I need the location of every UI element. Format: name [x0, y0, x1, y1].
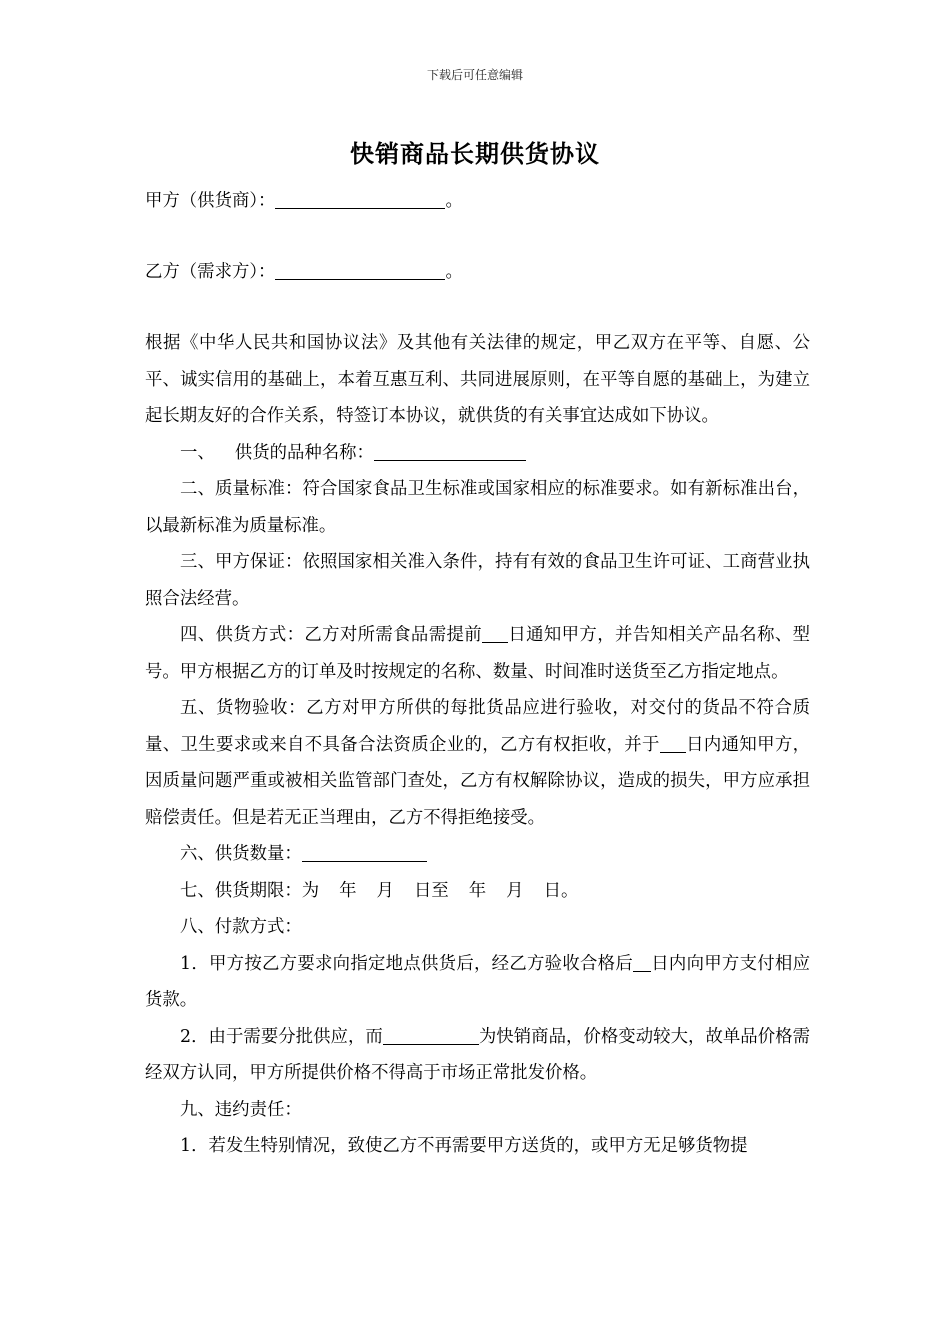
party-a-line [145, 183, 810, 220]
party-b-blank [275, 261, 445, 280]
clause-8-item-2 [145, 1019, 810, 1092]
end-year-label: 年 [468, 880, 487, 901]
clause-1-text: 供货的品种名称： [234, 442, 374, 463]
inspection-days-blank [660, 734, 686, 753]
clause-6-text: 六、供货数量： [180, 844, 302, 864]
start-year-label: 年 [339, 880, 357, 901]
clause-5-after: 日内通知甲方，因质量问题严重或被相关监管部门查处，乙方有权解除协议，造成的损失，甲方应承担赔偿责任。但是若无正当理由，乙方不得拒绝接受。 [145, 734, 810, 828]
variety-blank [374, 442, 526, 461]
clause-4-after: 日通知甲方，并告知相关产品名称、型号。甲方根据乙方的订单及时按规定的名称、数量、时间准时送货至乙方指定地点。 [145, 625, 810, 682]
payment-days-blank [633, 953, 651, 972]
party-b-end: 。 [445, 262, 463, 282]
document-body [145, 183, 810, 1165]
document-title: 快销商品长期供货协议 [350, 139, 600, 168]
clause-4-before: 四、供货方式：乙方对所需食品需提前 [180, 625, 482, 645]
end-day-label: 日。 [543, 880, 579, 901]
party-a-blank [275, 190, 445, 209]
party-a-end: 。 [445, 191, 463, 211]
clause-9-item-1: 1．若发生特别情况，致使乙方不再需要甲方送货的，或甲方无足够货物提 [180, 1136, 748, 1156]
clause-9-heading: 九、违约责任： [180, 1099, 302, 1120]
quantity-blank [302, 843, 427, 862]
clause-7 [145, 873, 810, 910]
header-note: 下载后可任意编辑 [426, 68, 523, 82]
clause-5 [145, 690, 810, 836]
spacer [145, 291, 810, 326]
clause-5-before: 五、货物验收：乙方对甲方所供的每批货品应进行验收，对交付的货品不符合质量、卫生要求或来自不具备合法资质企业的，乙方有权拒收，并于 [145, 698, 810, 755]
party-b-line [145, 254, 810, 291]
clause-8-item-1-after: 日内向甲方支付相应货款。 [145, 953, 810, 1010]
clause-6 [145, 836, 810, 873]
start-month-label: 月 [376, 880, 394, 901]
clause-1 [145, 435, 810, 472]
clause-7-prefix: 七、供货期限：为 [180, 880, 320, 901]
clause-8-heading: 八、付款方式： [180, 917, 302, 937]
party-a-label: 甲方（供货商）： [145, 191, 276, 211]
clause-2: 二、质量标准：符合国家食品卫生标准或国家相应的标准要求。如有新标准出台，以最新标准为质量标准。 [145, 479, 810, 536]
clause-3: 三、甲方保证：依照国家相关准入条件，持有有效的食品卫生许可证、工商营业执照合法经营。 [145, 552, 810, 609]
notice-days-blank [482, 624, 508, 643]
clause-8-item-1 [145, 946, 810, 1019]
clause-8-item-2-before: 2．由于需要分批供应，而 [180, 1026, 383, 1047]
start-day-label: 日至 [413, 880, 449, 901]
goods-blank [383, 1026, 479, 1045]
end-month-label: 月 [506, 880, 524, 901]
party-b-label: 乙方（需求方）： [145, 262, 276, 282]
clause-4 [145, 617, 810, 690]
clause-1-number: 一、 [180, 442, 215, 463]
clause-8-item-1-before: 1．甲方按乙方要求向指定地点供货后，经乙方验收合格后 [180, 953, 633, 974]
spacer [145, 220, 810, 255]
clause-8-item-2-after: 为快销商品，价格变动较大，故单品价格需经双方认同，甲方所提供价格不得高于市场正常批发价格。 [145, 1026, 810, 1083]
intro-paragraph: 根据《中华人民共和国协议法》及其他有关法律的规定，甲乙双方在平等、自愿、公平、诚实信用的基础上，本着互惠互利、共同进展原则，在平等自愿的基础上，为建立起长期友好的合作关系，特签订本协议，就供货的有关事宜达成如下协议。 [145, 333, 810, 426]
